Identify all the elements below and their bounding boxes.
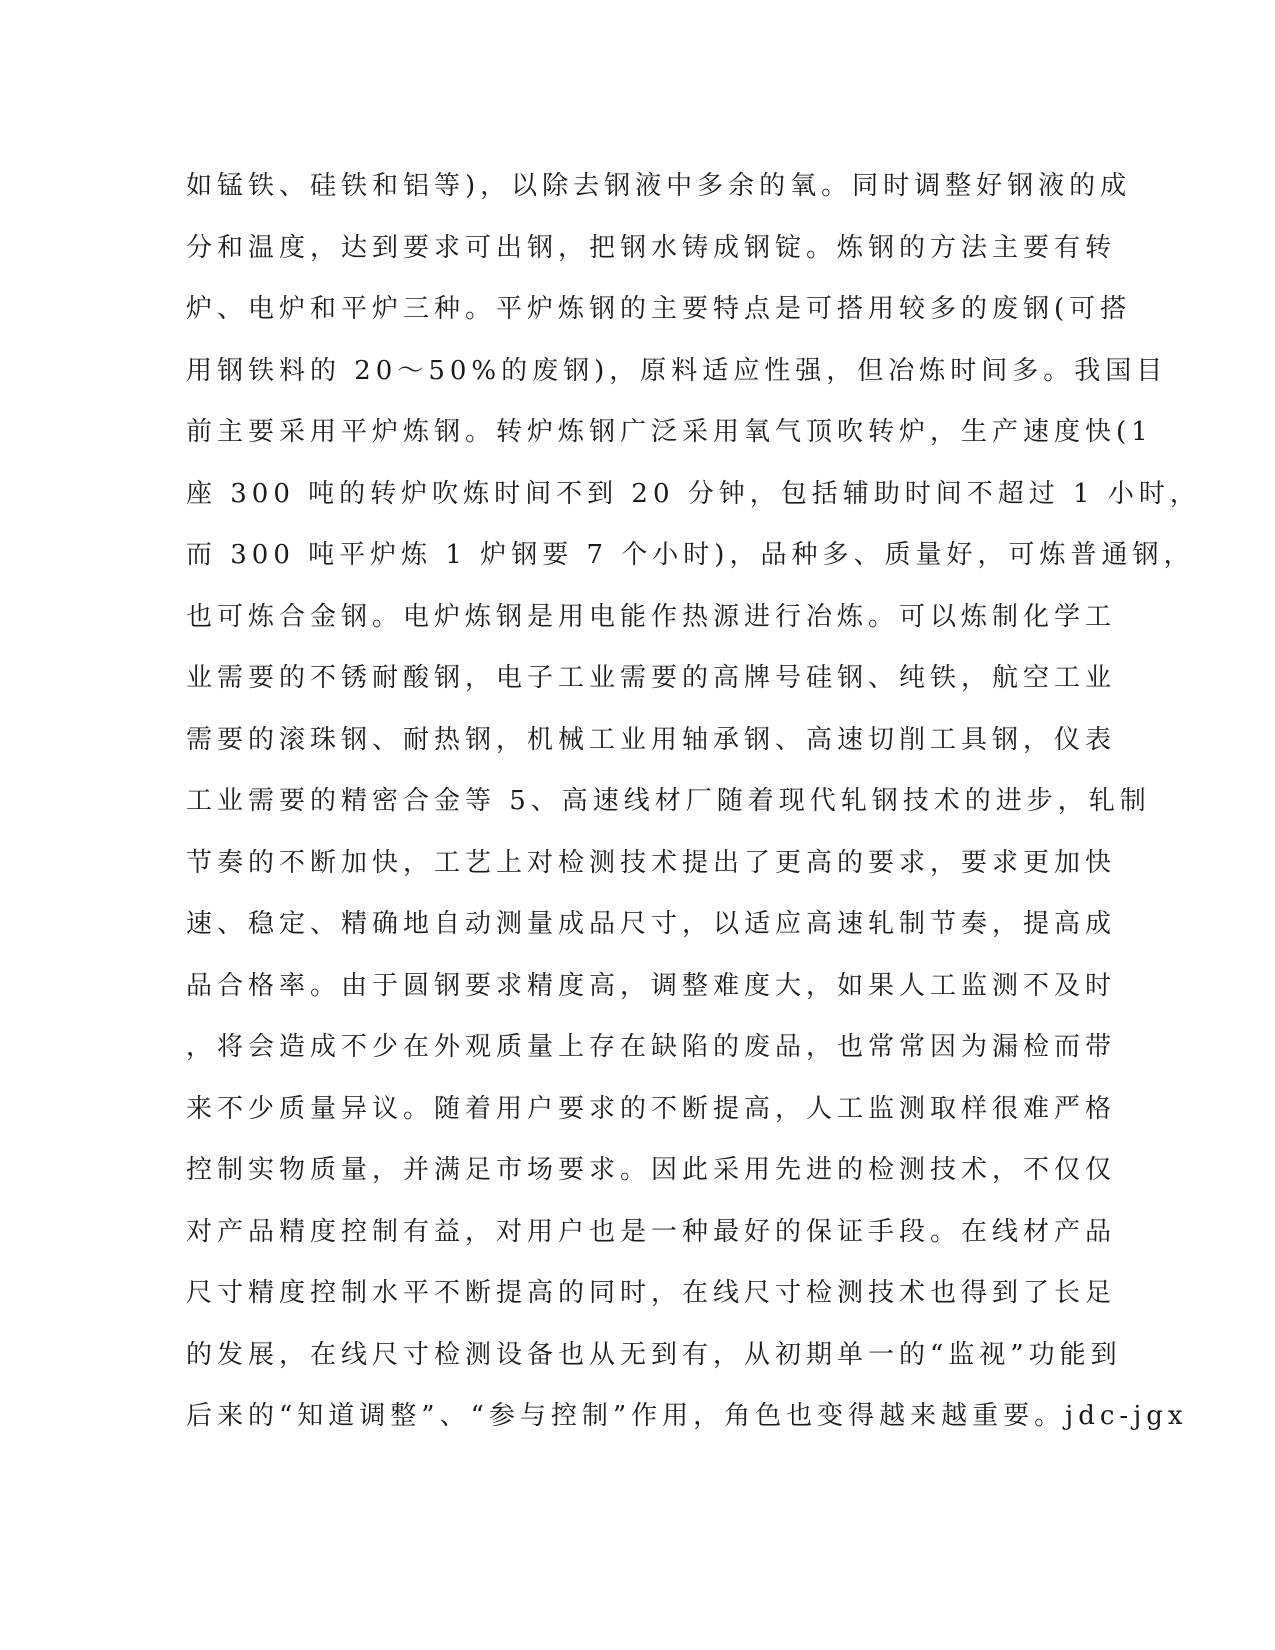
text-line-10: 需要的滚珠钢、耐热钢，机械工业用轴承钢、高速切削工具钢，仪表 [186, 724, 1117, 755]
text-line-1: 如锰铁、硅铁和铝等)，以除去钢液中多余的氧。同时调整好钢液的成 [186, 171, 1132, 201]
text-line-9: 业需要的不锈耐酸钢，电子工业需要的高牌号硅钢、纯铁，航空工业 [186, 663, 1117, 693]
body-text [186, 156, 1201, 1448]
text-line-21: 后来的“知道调整”、“参与控制”作用，角色也变得越来越重要。jdc-jgx [186, 1401, 1188, 1431]
text-line-7: 而 300 吨平炉炼 1 炉钢要 7 个小时)，品种多、质量好，可炼普通钢， [186, 540, 1195, 570]
text-line-3: 炉、电炉和平炉三种。平炉炼钢的主要特点是可搭用较多的废钢(可搭 [186, 294, 1132, 324]
text-line-19: 尺寸精度控制水平不断提高的同时，在线尺寸检测技术也得到了长足 [186, 1278, 1117, 1308]
text-line-5: 前主要采用平炉炼钢。转炉炼钢广泛采用氧气顶吹转炉，生产速度快(1 [186, 417, 1153, 447]
text-line-20: 的发展，在线尺寸检测设备也从无到有，从初期单一的“监视”功能到 [186, 1339, 1122, 1370]
text-line-12: 节奏的不断加快，工艺上对检测技术提出了更高的要求，要求更加快 [186, 847, 1117, 878]
text-line-18: 对产品精度控制有益，对用户也是一种最好的保证手段。在线材产品 [186, 1216, 1117, 1247]
text-line-17: 控制实物质量，并满足市场要求。因此采用先进的检测技术，不仅仅 [186, 1155, 1117, 1185]
text-line-6: 座 300 吨的转炉吹炼时间不到 20 分钟，包括辅助时间不超过 1 小时， [186, 478, 1201, 509]
text-line-2: 分和温度，达到要求可出钢，把钢水铸成钢锭。炼钢的方法主要有转 [186, 232, 1117, 263]
text-line-4: 用钢铁料的 20～50%的废钢)，原料适应性强，但冶炼时间多。我国目 [186, 355, 1168, 386]
text-line-13: 速、稳定、精确地自动测量成品尺寸，以适应高速轧制节奏，提高成 [186, 909, 1117, 939]
text-line-15: ，将会造成不少在外观质量上存在缺陷的废品，也常常因为漏检而带 [186, 1032, 1117, 1062]
text-line-14: 品合格率。由于圆钢要求精度高，调整难度大，如果人工监测不及时 [186, 970, 1117, 1001]
text-line-11: 工业需要的精密合金等 5、高速线材厂随着现代轧钢技术的进步，轧制 [186, 786, 1151, 816]
text-line-8: 也可炼合金钢。电炉炼钢是用电能作热源进行冶炼。可以炼制化学工 [186, 601, 1117, 632]
text-line-16: 来不少质量异议。随着用户要求的不断提高，人工监测取样很难严格 [186, 1093, 1117, 1124]
